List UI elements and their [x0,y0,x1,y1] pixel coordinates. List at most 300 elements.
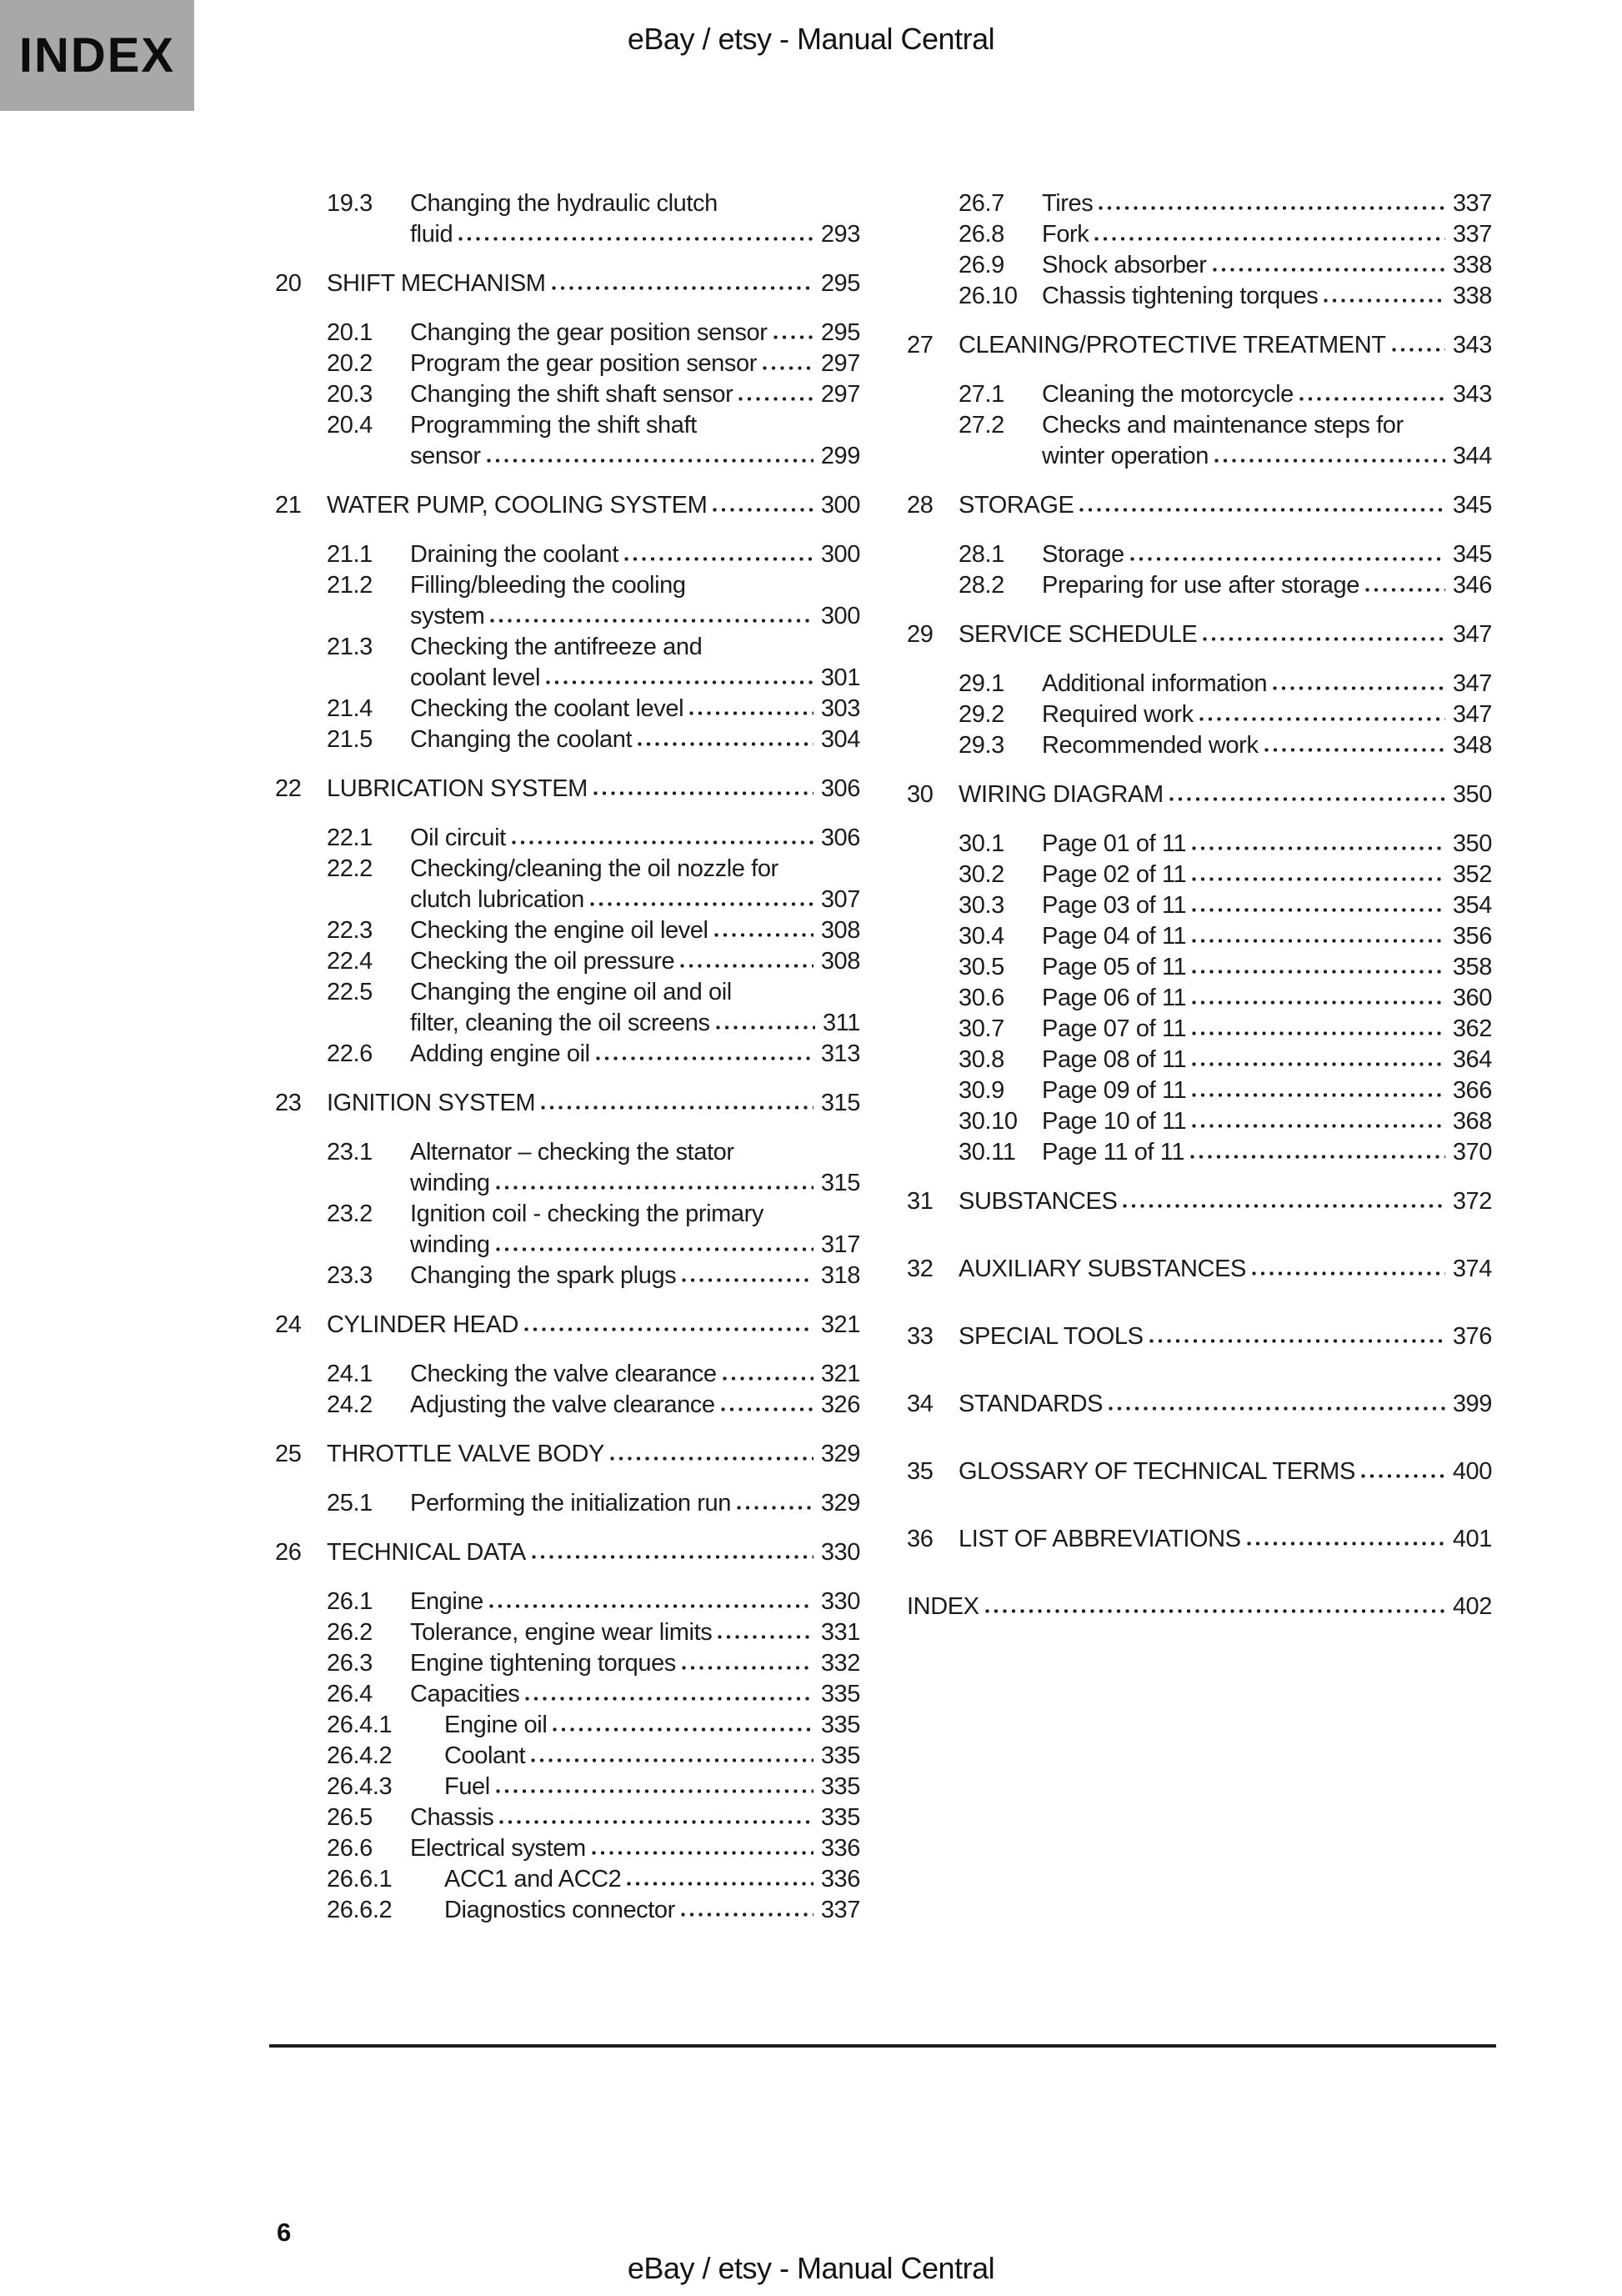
toc-entry [275,318,860,348]
toc-entry-body [1042,952,1492,983]
toc-leader-dots [720,1406,814,1412]
toc-leader-dots [530,1757,814,1763]
toc-column-left [275,188,860,1926]
toc-entry-title: Changing the spark plugs [410,1262,677,1289]
toc-entry-page: 335 [820,1804,860,1831]
toc-entry-body [1042,921,1492,952]
toc-entry-page: 337 [820,1897,860,1923]
toc-entry-last-line [1042,952,1492,983]
toc-entry [275,1833,860,1864]
toc-leader-dots [609,1456,814,1461]
toc-entry-number: 26.3 [327,1650,373,1677]
toc-entry-body [327,1537,860,1568]
toc-entry-page: 358 [1452,954,1492,980]
toc-entry-page: 399 [1452,1391,1492,1417]
toc-entry-last-line [959,1389,1492,1420]
toc-leader-dots [717,1634,813,1640]
toc-entry-body [959,490,1492,521]
toc-leader-dots [1191,1092,1445,1098]
toc-entry-last-line [410,1648,860,1679]
toc-entry [275,1439,860,1470]
toc-leader-dots [1191,845,1445,851]
toc-leader-dots [1191,1123,1445,1129]
toc-entry-last-line [410,694,860,724]
toc-entry-last-line [444,1864,860,1895]
toc-leader-dots [773,334,814,340]
toc-leader-dots [1299,396,1445,402]
toc-entry-title: Fuel [444,1773,490,1800]
toc-entry-body [444,1710,860,1741]
toc-entry [275,823,860,854]
toc-entry-body [410,539,860,570]
toc-entry-title: AUXILIARY SUBSTANCES [959,1256,1246,1282]
toc-leader-dots [713,932,814,938]
toc-entry-body [410,724,860,755]
toc-entry [275,1199,860,1261]
toc-entry [275,570,860,632]
toc-entry-page: 300 [820,541,860,568]
toc-entry-page: 326 [820,1391,860,1418]
toc-entry-number: 32 [907,1256,934,1282]
toc-entry-title: WATER PUMP, COOLING SYSTEM [327,492,708,519]
toc-entry [907,921,1492,952]
toc-entry-last-line [410,823,860,854]
toc-entry-page: 343 [1452,332,1492,358]
toc-entry [907,490,1492,521]
toc-entry-last-line [1042,890,1492,921]
toc-leader-dots [1149,1338,1445,1344]
toc-entry-body [410,1390,860,1421]
toc-entry-title: Page 11 of 11 [1042,1139,1185,1166]
toc-entry-body [1042,1014,1492,1045]
toc-entry-last-line [410,663,860,694]
toc-entry-title: Checking the valve clearance [410,1361,717,1387]
toc-entry-number: 26.6 [327,1835,373,1862]
toc-entry [275,1359,860,1390]
toc-entry-number: 28.2 [959,572,1004,599]
toc-entry-body [410,1833,860,1864]
toc-entry-number: 21.5 [327,726,373,753]
toc-entry-number: 36 [907,1526,934,1552]
toc-leader-dots [1191,1061,1445,1067]
toc-entry-last-line [1042,539,1492,570]
toc-entry-number: 26.4.3 [327,1773,393,1800]
toc-entry-title: Engine tightening torques [410,1650,676,1677]
toc-leader-dots [1191,876,1445,882]
toc-entry-page: 307 [820,886,860,913]
toc-entry-body [444,1895,860,1926]
toc-entry [907,780,1492,810]
toc-leader-dots [1189,1154,1445,1160]
toc-entry-body [1042,860,1492,890]
toc-entry [907,188,1492,219]
toc-entry-title-line: Alternator – checking the stator [410,1139,734,1166]
toc-entry-body [959,780,1492,810]
toc-entry-body [959,1524,1492,1555]
toc-entry-number: 28 [907,492,934,519]
toc-entry-number: 22 [275,775,302,802]
toc-entry [907,1075,1492,1106]
toc-entry-last-line [327,490,860,521]
toc-entry-page: 331 [820,1619,860,1646]
toc-entry [907,1186,1492,1217]
toc-entry-page: 346 [1452,572,1492,599]
toc-entry-number: 26.9 [959,252,1004,278]
toc-entry-body [959,619,1492,650]
toc-entry-number: 26.4.1 [327,1712,393,1738]
toc-leader-dots [712,507,813,513]
toc-entry-page: 374 [1452,1256,1492,1282]
toc-entry-title: Page 03 of 11 [1042,892,1187,919]
toc-leader-dots [489,618,813,624]
toc-entry-number: 29.3 [959,732,1004,759]
toc-entry-page: 299 [820,443,860,469]
toc-entry-title: Adding engine oil [410,1040,590,1067]
toc-leader-dots [1360,1473,1445,1479]
toc-entry-number: 19.3 [327,190,373,217]
toc-entry-body [327,1088,860,1119]
toc-entry [275,1088,860,1119]
toc-entry [907,1254,1492,1285]
toc-entry-number: 26.4 [327,1681,373,1707]
toc-entry [907,699,1492,730]
toc-entry-number: 22.3 [327,917,373,944]
toc-entry [907,281,1492,312]
toc-entry-number: 26.7 [959,190,1004,217]
toc-entry-title: filter, cleaning the oil screens [410,1010,710,1036]
toc-entry-number: 30.5 [959,954,1004,980]
toc-entry-number: 30.2 [959,861,1004,888]
toc-leader-dots [511,840,814,845]
toc-leader-dots [637,741,814,747]
toc-entry-page: 401 [1452,1526,1492,1552]
toc-entry-last-line [1042,730,1492,761]
toc-entry-number: 21.2 [327,572,373,599]
toc-entry-body [410,854,860,915]
toc-entry-last-line [1042,441,1492,472]
toc-entry-body [1042,1075,1492,1106]
toc-entry-page: 338 [1452,252,1492,278]
toc-entry-title: Shock absorber [1042,252,1207,278]
toc-entry-body [410,348,860,379]
document-footer-title: eBay / etsy - Manual Central [627,2251,995,2285]
toc-entry-title: IGNITION SYSTEM [327,1090,536,1116]
toc-entry-number: 30.7 [959,1015,1004,1042]
toc-entry-title: coolant level [410,664,541,691]
toc-entry-number: 24.2 [327,1391,373,1418]
toc-entry-page: 300 [820,603,860,629]
toc-entry-body [959,1321,1492,1352]
toc-entry-title-line: Ignition coil - checking the primary [410,1201,764,1227]
toc-leader-dots [495,1246,814,1252]
toc-entry [907,330,1492,361]
toc-entry-number: 21.3 [327,634,373,660]
toc-entry-page: 370 [1452,1139,1492,1166]
toc-leader-dots [1169,796,1445,802]
toc-entry-body [327,1439,860,1470]
toc-entry-last-line [959,780,1492,810]
toc-entry [275,1617,860,1648]
toc-entry-page: 348 [1452,732,1492,759]
toc-entry-body [327,490,860,521]
toc-entry-title: Page 01 of 11 [1042,830,1187,857]
toc-entry-title: Page 04 of 11 [1042,923,1187,950]
toc-entry-number: 30.3 [959,892,1004,919]
toc-entry-title: Coolant [444,1742,526,1769]
toc-entry-page: 360 [1452,985,1492,1011]
toc-entry [275,410,860,472]
toc-leader-dots [595,1055,814,1061]
toc-entry-number: 29.1 [959,670,1004,697]
toc-entry-page: 321 [820,1311,860,1338]
toc-entry-title: Program the gear position sensor [410,350,757,377]
toc-leader-dots [1108,1406,1445,1411]
toc-leader-dots [1191,1000,1445,1005]
toc-entry-last-line [1042,281,1492,312]
toc-entry-title: Page 08 of 11 [1042,1046,1187,1073]
toc-entry-page: 344 [1452,443,1492,469]
toc-entry-last-line [410,724,860,755]
toc-leader-dots [593,790,814,796]
toc-entry-number: 26.10 [959,283,1018,309]
toc-entry-last-line [1042,860,1492,890]
toc-entry [907,983,1492,1014]
page-number: 6 [277,2218,292,2247]
toc-entry-body [1042,219,1492,250]
toc-entry [907,619,1492,650]
toc-leader-dots [1191,907,1445,913]
toc-entry-body [410,977,860,1039]
toc-entry-number: 31 [907,1188,934,1215]
toc-entry-last-line [959,1186,1492,1217]
toc-entry-page: 335 [820,1742,860,1769]
toc-entry-last-line [410,1359,860,1390]
toc-entry-last-line [1042,250,1492,281]
toc-entry-last-line [327,1439,860,1470]
toc-leader-dots [1272,685,1445,691]
toc-entry-title: Checking the oil pressure [410,948,675,975]
toc-entry-title-line: Checking the antifreeze and [410,634,703,660]
toc-entry-body [1042,829,1492,860]
toc-leader-dots [591,1850,814,1856]
toc-entry-body [959,1186,1492,1217]
toc-entry [275,188,860,250]
toc-entry-title: Additional information [1042,670,1268,697]
toc-entry-body [959,1389,1492,1420]
toc-entry-page: 368 [1452,1108,1492,1135]
toc-entry-body [1042,570,1492,601]
toc-entry-page: 343 [1452,381,1492,408]
toc-entry-last-line [327,774,860,805]
toc-entry [907,410,1492,472]
toc-leader-dots [1098,205,1444,211]
toc-leader-dots [495,1788,814,1794]
toc-entry-last-line [959,1456,1492,1487]
toc-leader-dots [1191,969,1445,975]
toc-leader-dots [736,1505,814,1511]
toc-entry-title: SERVICE SCHEDULE [959,621,1198,648]
toc-entry-number: 30.6 [959,985,1004,1011]
toc-entry-title: Fork [1042,221,1089,248]
toc-entry-title: Engine oil [444,1712,548,1738]
toc-entry-last-line [410,1039,860,1070]
toc-entry-body [410,1261,860,1291]
toc-entry-page: 329 [820,1490,860,1516]
toc-entry-title: WIRING DIAGRAM [959,781,1164,808]
toc-entry [907,570,1492,601]
toc-entry-number: 23.1 [327,1139,373,1166]
toc-entry-last-line [959,490,1492,521]
toc-entry-title: STORAGE [959,492,1074,519]
toc-entry-page: 300 [820,492,860,519]
toc-entry-number: 30.1 [959,830,1004,857]
toc-entry-number: 25 [275,1441,302,1467]
toc-entry [275,379,860,410]
toc-entry-page: 330 [820,1539,860,1566]
toc-entry [907,1592,1492,1622]
toc-leader-dots [1214,458,1445,464]
toc-leader-dots [623,556,814,562]
toc-entry-title: Page 02 of 11 [1042,861,1187,888]
toc-entry-body [327,1310,860,1341]
toc-entry-last-line [410,1390,860,1421]
toc-entry-body [1042,983,1492,1014]
toc-entry-page: 356 [1452,923,1492,950]
toc-entry-page: 315 [820,1170,860,1196]
toc-leader-dots [523,1326,814,1332]
toc-leader-dots [1079,507,1444,513]
toc-entry-title: SUBSTANCES [959,1188,1118,1215]
toc-entry-page: 317 [820,1231,860,1258]
toc-entry-page: 321 [820,1361,860,1387]
toc-leader-dots [722,1376,814,1381]
toc-entry-page: 400 [1452,1458,1492,1485]
toc-entry-body [1042,699,1492,730]
toc-entry-number: 34 [907,1391,934,1417]
toc-entry-title: clutch lubrication [410,886,584,913]
toc-entry-title: CLEANING/PROTECTIVE TREATMENT [959,332,1386,358]
toc-entry-page: 345 [1452,541,1492,568]
toc-entry [275,268,860,299]
toc-entry [275,724,860,755]
toc-entry-number: 30.4 [959,923,1004,950]
toc-entry-number: 30 [907,781,934,808]
toc-entry [275,915,860,946]
toc-entry-title: Page 09 of 11 [1042,1077,1187,1104]
toc-entry-body [444,1864,860,1895]
toc-entry-page: 318 [820,1262,860,1289]
toc-entry-number: 26.8 [959,221,1004,248]
toc-entry-body [327,774,860,805]
toc-entry-number: 24 [275,1311,302,1338]
toc-entry-last-line [1042,669,1492,699]
toc-entry-last-line [327,268,860,299]
toc-entry [907,1524,1492,1555]
toc-entry-body [410,188,860,250]
toc-entry-last-line [410,601,860,632]
toc-entry [275,348,860,379]
toc-entry-number: 26 [275,1539,302,1566]
toc-leader-dots [1202,636,1444,642]
toc-entry-number: 23.2 [327,1201,373,1227]
toc-entry-page: 354 [1452,892,1492,919]
toc-entry-page: 295 [820,319,860,346]
toc-entry [907,1106,1492,1137]
toc-entry-number: 20.2 [327,350,373,377]
toc-entry-title: Tolerance, engine wear limits [410,1619,713,1646]
toc-entry [907,890,1492,921]
toc-leader-dots [1212,267,1445,273]
toc-entry-last-line [410,379,860,410]
toc-entry-number: 26.6.2 [327,1897,393,1923]
toc-entry-title: Electrical system [410,1835,586,1862]
toc-entry-body [1042,890,1492,921]
toc-entry-title: STANDARDS [959,1391,1104,1417]
toc-entry-number: 26.6.1 [327,1866,393,1892]
toc-entry [275,1488,860,1519]
toc-leader-dots [1199,716,1445,722]
toc-entry-body [410,1488,860,1519]
toc-entry-last-line [410,219,860,250]
toc-entry-last-line [410,348,860,379]
toc-entry-page: 330 [820,1588,860,1615]
toc-entry-page: 332 [820,1650,860,1677]
toc-entry-last-line [410,1802,860,1833]
toc-leader-dots [1364,587,1445,593]
toc-entry-title: Required work [1042,701,1194,728]
footer-divider [269,2044,1496,2048]
toc-entry-title: fluid [410,221,453,248]
toc-entry-page: 335 [820,1773,860,1800]
toc-entry [275,694,860,724]
toc-entry-body [410,1039,860,1070]
toc-entry-page: 376 [1452,1323,1492,1350]
toc-entry-title: Page 06 of 11 [1042,985,1187,1011]
toc-entry-number: 26.5 [327,1804,373,1831]
toc-entry-body [1042,1137,1492,1168]
toc-entry-title: ACC1 and ACC2 [444,1866,622,1892]
toc-entry-title: Performing the initialization run [410,1490,731,1516]
toc-entry-page: 402 [1452,1593,1492,1620]
toc-entry-body [410,946,860,977]
toc-entry-body [1042,410,1492,472]
toc-entry-last-line [410,915,860,946]
toc-entry-number: 26.2 [327,1619,373,1646]
toc-leader-dots [552,1727,813,1732]
toc-entry-body [959,330,1492,361]
toc-entry-number: 27.1 [959,381,1004,408]
toc-entry-number: 23 [275,1090,302,1116]
toc-entry-number: 26.1 [327,1588,373,1615]
toc-entry-page: 308 [820,917,860,944]
toc-entry [275,1587,860,1617]
toc-entry-body [1042,1045,1492,1075]
toc-leader-dots [1129,556,1445,562]
toc-entry-number: 29.2 [959,701,1004,728]
toc-entry-last-line [410,1230,860,1261]
toc-entry-last-line [1042,1014,1492,1045]
toc-leader-dots [680,1912,814,1918]
toc-entry-title: GLOSSARY OF TECHNICAL TERMS [959,1458,1355,1485]
toc-entry-title: Page 05 of 11 [1042,954,1187,980]
toc-entry-page: 335 [820,1681,860,1707]
index-tab-label: INDEX [18,28,176,83]
toc-entry-last-line [1042,219,1492,250]
toc-entry-number: 23.3 [327,1262,373,1289]
toc-entry-title: Storage [1042,541,1124,568]
toc-entry-title: SPECIAL TOOLS [959,1323,1144,1350]
toc-entry-last-line [410,946,860,977]
